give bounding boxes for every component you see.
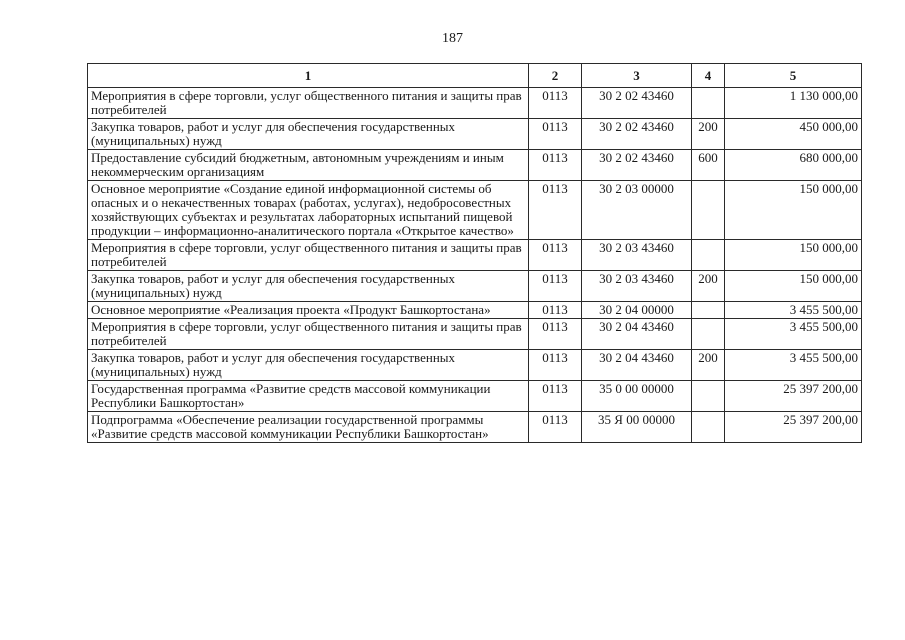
- cell-amount: 3 455 500,00: [725, 302, 862, 319]
- table-row: [88, 150, 862, 181]
- cell-expense-type: [692, 240, 725, 271]
- table-row: [88, 88, 862, 119]
- cell-section: 0113: [529, 319, 582, 350]
- cell-target-code: 30 2 02 43460: [582, 150, 692, 181]
- cell-section: 0113: [529, 181, 582, 240]
- table-row: [88, 302, 862, 319]
- cell-target-code: 30 2 02 43460: [582, 88, 692, 119]
- cell-name: Основное мероприятие «Создание единой информационной системы об опасных и о некачественных товарах (работах, услугах), недобросовестных хозяйствующих субъектах и результатах лабораторных испытаний пищевой продукции – информационно-аналитического портала «Открытое качество»: [88, 181, 529, 240]
- cell-name: Мероприятия в сфере торговли, услуг общественного питания и защиты прав потребителей: [88, 240, 529, 271]
- cell-target-code: 30 2 03 43460: [582, 271, 692, 302]
- cell-target-code: 30 2 04 43460: [582, 319, 692, 350]
- cell-target-code: 30 2 02 43460: [582, 119, 692, 150]
- column-header-1: 1: [88, 64, 529, 88]
- cell-expense-type: [692, 181, 725, 240]
- cell-section: 0113: [529, 350, 582, 381]
- cell-amount: 150 000,00: [725, 181, 862, 240]
- cell-expense-type: [692, 88, 725, 119]
- cell-expense-type: [692, 302, 725, 319]
- table-row: [88, 181, 862, 240]
- table-row: [88, 319, 862, 350]
- table-body: [88, 88, 862, 443]
- column-header-2: 2: [529, 64, 582, 88]
- cell-section: 0113: [529, 240, 582, 271]
- column-header-4: 4: [692, 64, 725, 88]
- table-row: [88, 119, 862, 150]
- cell-section: 0113: [529, 88, 582, 119]
- cell-target-code: 30 2 04 00000: [582, 302, 692, 319]
- table-row: [88, 271, 862, 302]
- table-row: [88, 350, 862, 381]
- cell-expense-type: 200: [692, 119, 725, 150]
- cell-name: Подпрограмма «Обеспечение реализации государственной программы «Развитие средств массовой коммуникации Республики Башкортостан»: [88, 412, 529, 443]
- cell-amount: 25 397 200,00: [725, 381, 862, 412]
- cell-expense-type: [692, 381, 725, 412]
- cell-amount: 680 000,00: [725, 150, 862, 181]
- column-header-3: 3: [582, 64, 692, 88]
- cell-section: 0113: [529, 119, 582, 150]
- column-header-5: 5: [725, 64, 862, 88]
- cell-name: Мероприятия в сфере торговли, услуг общественного питания и защиты прав потребителей: [88, 88, 529, 119]
- table-row: [88, 412, 862, 443]
- cell-name: Закупка товаров, работ и услуг для обеспечения государственных (муниципальных) нужд: [88, 271, 529, 302]
- cell-name: Мероприятия в сфере торговли, услуг общественного питания и защиты прав потребителей: [88, 319, 529, 350]
- cell-amount: 1 130 000,00: [725, 88, 862, 119]
- cell-section: 0113: [529, 381, 582, 412]
- cell-name: Основное мероприятие «Реализация проекта «Продукт Башкортостана»: [88, 302, 529, 319]
- cell-amount: 3 455 500,00: [725, 319, 862, 350]
- cell-target-code: 30 2 03 43460: [582, 240, 692, 271]
- cell-expense-type: 200: [692, 350, 725, 381]
- page-number: 187: [442, 31, 463, 46]
- budget-table: [87, 63, 862, 443]
- cell-target-code: 35 0 00 00000: [582, 381, 692, 412]
- cell-amount: 3 455 500,00: [725, 350, 862, 381]
- cell-expense-type: [692, 412, 725, 443]
- cell-amount: 150 000,00: [725, 240, 862, 271]
- cell-target-code: 30 2 04 43460: [582, 350, 692, 381]
- cell-expense-type: [692, 319, 725, 350]
- cell-amount: 150 000,00: [725, 271, 862, 302]
- table-row: [88, 240, 862, 271]
- cell-name: Закупка товаров, работ и услуг для обеспечения государственных (муниципальных) нужд: [88, 119, 529, 150]
- cell-name: Предоставление субсидий бюджетным, автономным учреждениям и иным некоммерческим организациям: [88, 150, 529, 181]
- cell-amount: 450 000,00: [725, 119, 862, 150]
- cell-amount: 25 397 200,00: [725, 412, 862, 443]
- cell-target-code: 35 Я 00 00000: [582, 412, 692, 443]
- cell-section: 0113: [529, 302, 582, 319]
- cell-target-code: 30 2 03 00000: [582, 181, 692, 240]
- cell-section: 0113: [529, 150, 582, 181]
- cell-name: Закупка товаров, работ и услуг для обеспечения государственных (муниципальных) нужд: [88, 350, 529, 381]
- cell-expense-type: 600: [692, 150, 725, 181]
- cell-section: 0113: [529, 271, 582, 302]
- cell-expense-type: 200: [692, 271, 725, 302]
- cell-section: 0113: [529, 412, 582, 443]
- table-row: [88, 381, 862, 412]
- table-header-row: [88, 64, 862, 88]
- cell-name: Государственная программа «Развитие средств массовой коммуникации Республики Башкортостан»: [88, 381, 529, 412]
